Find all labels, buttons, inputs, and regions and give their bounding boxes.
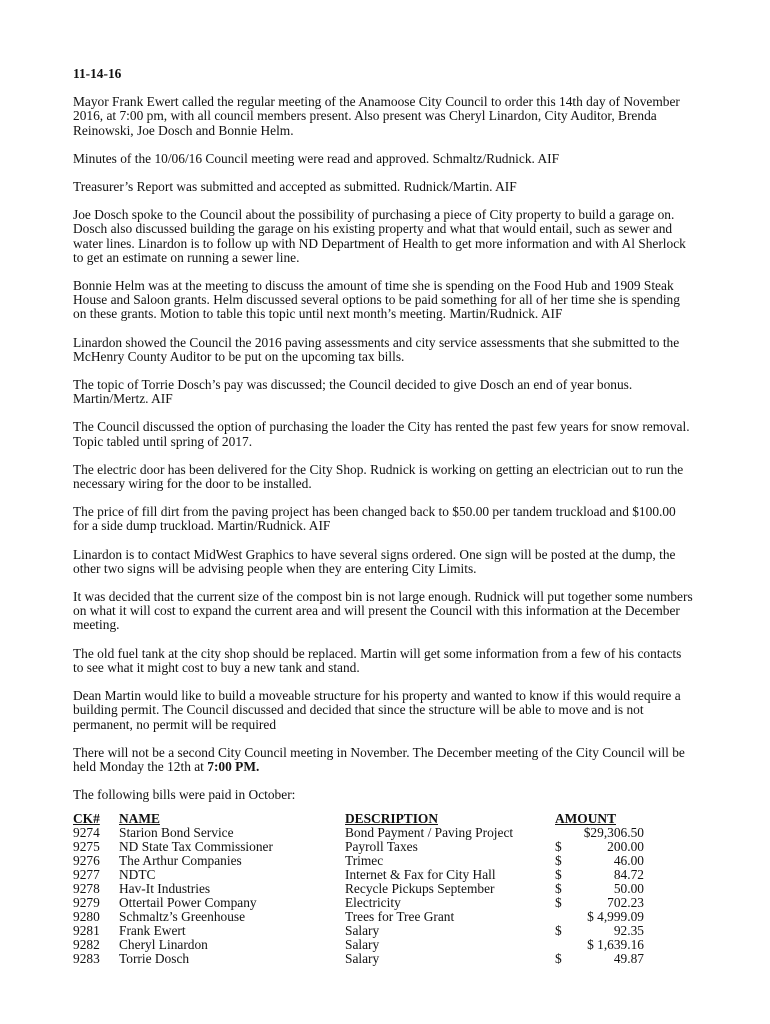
bill-check-number: 9274 <box>73 825 100 841</box>
bill-description: Payroll Taxes <box>345 839 418 855</box>
bill-amount-cell <box>555 868 647 882</box>
bill-amount: 50.00 <box>613 881 644 897</box>
header-description: DESCRIPTION <box>345 811 439 827</box>
minutes-paragraph: Minutes of the 10/06/16 Council meeting were read and approved. Schmaltz/Rudnick. AIF <box>73 150 560 166</box>
table-row <box>73 910 647 924</box>
header-name: NAME <box>119 811 160 827</box>
bill-description: Salary <box>345 937 380 953</box>
minutes-body <box>73 95 693 732</box>
table-row <box>73 868 647 882</box>
december-meeting-paragraph <box>73 746 693 774</box>
minutes-paragraph: It was decided that the current size of the compost bin is not large enough. Rudnick will put together some numbers on what it will cost to expand the current area and will present the Council with this information at the December meeting. <box>73 589 693 633</box>
bill-dollar-sign: $ <box>555 839 562 855</box>
bill-description: Trees for Tree Grant <box>345 909 455 925</box>
bill-check-number: 9280 <box>73 909 100 925</box>
bill-amount-cell <box>555 924 647 938</box>
bill-payee: Hav-It Industries <box>119 881 211 897</box>
table-row <box>73 882 647 896</box>
minutes-paragraph: The Council discussed the option of purchasing the loader the City has rented the past few years for snow removal. Topic tabled until spring of 2017. <box>73 419 690 449</box>
minutes-paragraph: Bonnie Helm was at the meeting to discuss the amount of time she is spending on the Food Hub and 1909 Steak House and Saloon grants. Helm discussed several options to be paid something for all of her time she is spending on these grants. Motion to table this topic until next month’s meeting. Martin/Rudnick. AIF <box>73 278 680 322</box>
bill-dollar-sign: $ <box>555 853 562 869</box>
header-ck: CK# <box>73 811 100 827</box>
bill-amount-cell <box>555 882 647 896</box>
minutes-paragraph: Dean Martin would like to build a moveable structure for his property and wanted to know if this would require a building permit. The Council discussed and decided that since the structure will be able to move and is not permanent, no permit will be required <box>73 688 681 732</box>
bill-amount: 200.00 <box>607 839 644 855</box>
bill-amount-cell <box>555 854 647 868</box>
bill-dollar-sign: $ <box>555 895 562 911</box>
minutes-paragraph: The price of fill dirt from the paving project has been changed back to $50.00 per tandem truckload and $100.00 for a side dump truckload. Martin/Rudnick. AIF <box>73 504 676 534</box>
bill-payee: Torrie Dosch <box>119 951 190 967</box>
minutes-paragraph: Joe Dosch spoke to the Council about the possibility of purchasing a piece of City property to build a garage on. Dosch also discussed building the garage on his existing property and what that would entail, such as sewer and water lines. Linardon is to follow up with ND Department of Health to get more information and with Al Sherlock to get an estimate on running a sewer line. <box>73 207 686 265</box>
bill-amount-cell <box>555 826 647 840</box>
bill-description: Salary <box>345 951 380 967</box>
bill-amount: $ 4,999.09 <box>587 909 644 925</box>
bill-check-number: 9277 <box>73 867 100 883</box>
table-row <box>73 826 647 840</box>
december-meeting-text: There will not be a second City Council meeting in November. The December meeting of the City Council will be held Monday the 12th at <box>73 744 685 774</box>
minutes-paragraph: The topic of Torrie Dosch’s pay was discussed; the Council decided to give Dosch an end of year bonus. Martin/Mertz. AIF <box>73 377 633 407</box>
bill-check-number: 9279 <box>73 895 100 911</box>
bill-dollar-sign: $ <box>555 867 562 883</box>
bill-payee: ND State Tax Commissioner <box>119 839 273 855</box>
bill-payee: Ottertail Power Company <box>119 895 257 911</box>
bill-amount: 46.00 <box>613 853 644 869</box>
bill-check-number: 9276 <box>73 853 100 869</box>
bill-dollar-sign: $ <box>555 923 562 939</box>
minutes-paragraph: The electric door has been delivered for the City Shop. Rudnick is working on getting an electrician out to run the necessary wiring for the door to be installed. <box>73 461 684 492</box>
bill-amount-cell <box>555 910 647 924</box>
minutes-paragraph: Treasurer’s Report was submitted and accepted as submitted. Rudnick/Martin. AIF <box>73 179 517 195</box>
bill-amount: $29,306.50 <box>583 825 644 841</box>
bill-amount-cell <box>555 952 647 966</box>
header-amount: AMOUNT <box>555 811 616 827</box>
bills-intro: The following bills were paid in October: <box>73 787 296 803</box>
bill-description: Electricity <box>345 895 401 911</box>
bill-amount-cell <box>555 896 647 910</box>
bill-check-number: 9275 <box>73 839 100 855</box>
bill-description: Internet & Fax for City Hall <box>345 867 496 883</box>
bills-header-row <box>73 812 647 826</box>
bill-amount: 92.35 <box>613 923 644 939</box>
table-row <box>73 952 647 966</box>
bill-payee: Schmaltz’s Greenhouse <box>119 909 246 925</box>
bill-description: Salary <box>345 923 380 939</box>
bill-check-number: 9281 <box>73 923 100 939</box>
minutes-paragraph: Mayor Frank Ewert called the regular meeting of the Anamoose City Council to order this 14th day of November 2016, at 7:00 pm, with all council members present. Also present was Cheryl Linardon, City Auditor, Brenda Reinowski, Joe Dosch and Bonnie Helm. <box>73 94 680 138</box>
minutes-paragraph: Linardon is to contact MidWest Graphics to have several signs ordered. One sign will be posted at the dump, the other two signs will be advising people when they are entering City Limits. <box>73 546 676 576</box>
bill-check-number: 9283 <box>73 951 100 967</box>
bill-amount-cell <box>555 840 647 854</box>
bill-description: Bond Payment / Paving Project <box>345 825 514 841</box>
bill-amount: 702.23 <box>607 895 644 911</box>
minutes-paragraph: Linardon showed the Council the 2016 paving assessments and city service assessments that she submitted to the McHenry County Auditor to be put on the upcoming tax bills. <box>73 334 680 364</box>
december-meeting-time: 7:00 PM. <box>207 758 260 774</box>
table-row <box>73 896 647 910</box>
bill-check-number: 9278 <box>73 881 100 897</box>
bill-amount: 49.87 <box>613 951 644 967</box>
table-row <box>73 840 647 854</box>
bill-dollar-sign: $ <box>555 881 562 897</box>
bills-table <box>73 812 647 966</box>
bill-dollar-sign: $ <box>555 951 562 967</box>
bill-payee: The Arthur Companies <box>119 853 242 869</box>
bill-check-number: 9282 <box>73 937 100 953</box>
bill-payee: Frank Ewert <box>119 923 186 939</box>
bill-amount-cell <box>555 938 647 952</box>
bill-payee: Starion Bond Service <box>119 825 234 841</box>
bill-description: Recycle Pickups September <box>345 881 495 897</box>
bill-description: Trimec <box>345 853 384 869</box>
bill-payee: NDTC <box>119 867 156 883</box>
bill-payee: Cheryl Linardon <box>119 937 208 953</box>
bill-amount: $ 1,639.16 <box>587 937 644 953</box>
table-row <box>73 924 647 938</box>
minutes-document <box>73 67 693 966</box>
table-row <box>73 854 647 868</box>
meeting-date: 11-14-16 <box>73 66 122 81</box>
bill-amount: 84.72 <box>613 867 644 883</box>
table-row <box>73 938 647 952</box>
minutes-paragraph: The old fuel tank at the city shop should be replaced. Martin will get some information from a few of his contacts to see what it might cost to buy a new tank and stand. <box>73 645 682 675</box>
